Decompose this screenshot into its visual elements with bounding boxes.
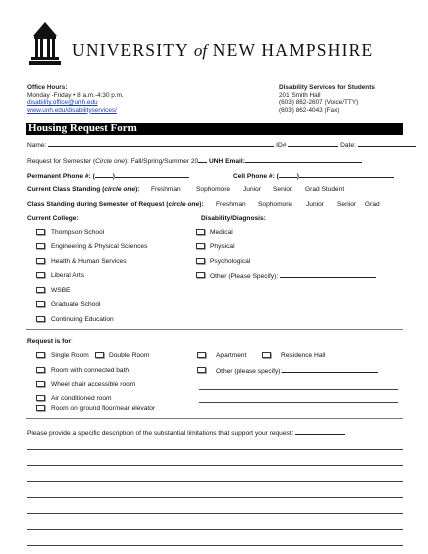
unh-email-field[interactable] [245, 157, 362, 163]
college-checkbox-health[interactable] [36, 258, 45, 264]
class-request-junior[interactable]: Junior [306, 201, 324, 208]
class-standing-sophomore[interactable]: Sophomore [196, 186, 231, 193]
college-checkbox-thompson[interactable] [36, 229, 45, 235]
diagnosis-other-field[interactable] [280, 272, 376, 278]
class-standing-close: ): [135, 186, 140, 193]
request-label-text: Request is for [27, 338, 71, 345]
request-checkbox-residence-hall[interactable] [262, 352, 271, 358]
department-info-block [279, 84, 375, 114]
description-line-4[interactable] [27, 497, 403, 498]
department-name: Disability Services for Students [279, 84, 375, 91]
permanent-phone-field[interactable] [115, 172, 189, 178]
university-name: UNIVERSITY of NEW HAMPSHIRE [72, 40, 374, 60]
request-label [27, 338, 73, 345]
request-label-single-room: Single Room [51, 352, 89, 359]
request-checkbox-double-room[interactable] [95, 352, 104, 358]
permanent-phone-label: Permanent Phone #: ( [27, 173, 95, 180]
college-checkbox-liberal-arts[interactable] [36, 272, 45, 278]
description-line-6[interactable] [27, 529, 403, 530]
diagnosis-other-text: Other (Please Specify): [210, 273, 279, 280]
current-college-label: Current College: [27, 215, 79, 222]
form-title: Housing Request Form [28, 122, 137, 134]
request-checkbox-ground-floor[interactable] [36, 405, 45, 411]
college-checkbox-graduate[interactable] [36, 301, 45, 307]
request-label-double-room: Double Room [109, 352, 150, 359]
class-request-freshman[interactable]: Freshman [216, 201, 246, 208]
section-divider [26, 329, 403, 330]
description-line-5[interactable] [27, 513, 403, 514]
class-request-grad[interactable]: Grad [365, 201, 380, 208]
college-label-wsbe: WSBE [51, 287, 71, 294]
class-request-sophomore[interactable]: Sophomore [258, 201, 293, 208]
unh-logo-icon [29, 22, 61, 68]
request-label-residence-hall: Residence Hall [281, 352, 326, 359]
website-link[interactable]: www.unh.edu/disabilityservices/ [27, 106, 117, 114]
class-standing-grad-student[interactable]: Grad Student [305, 186, 345, 193]
request-label-wheelchair: Wheel chair accessible room [51, 381, 136, 388]
request-label-air-conditioned: Air conditioned room [51, 395, 112, 402]
description-first-field[interactable] [295, 429, 345, 435]
name-field[interactable] [48, 141, 274, 147]
class-request-row: Class Standing during Semester of Request (circle one): [27, 201, 204, 208]
description-prompt-row [27, 429, 345, 437]
college-label-engineering: Engineering & Physical Sciences [51, 243, 148, 250]
description-prompt: Please provide a specific description of the substantial limitations that support your request: [27, 430, 294, 437]
diagnosis-checkbox-other[interactable] [196, 272, 205, 278]
diagnosis-label-psychological: Psychological [210, 258, 251, 265]
request-checkbox-air-conditioned[interactable] [36, 395, 45, 401]
request-label-other [216, 367, 378, 375]
request-checkbox-other[interactable] [197, 367, 206, 373]
request-label-connected-bath: Room with connected bath [51, 367, 130, 374]
diagnosis-checkbox-physical[interactable] [196, 243, 205, 249]
class-request-label: Class Standing during Semester of Request ( [27, 201, 169, 208]
class-standing-junior[interactable]: Junior [243, 186, 261, 193]
semester-row: Request for Semester (Circle one): Fall/Spring/Summer 20 UNH Email: [27, 157, 362, 165]
semester-year-field[interactable] [198, 157, 207, 163]
class-standing-senior[interactable]: Senior [273, 186, 293, 193]
request-label-colon: : [70, 338, 73, 345]
cell-phone-label: Cell Phone #: ( [233, 173, 279, 180]
college-checkbox-wsbe[interactable] [36, 287, 45, 293]
request-checkbox-connected-bath[interactable] [36, 367, 45, 373]
office-hours-block [27, 84, 124, 114]
permanent-phone-area-field[interactable] [95, 172, 113, 178]
phone-fax: (603) 862-4043 (Fax) [279, 106, 340, 114]
unh-email-label: UNH Email: [209, 158, 245, 165]
office-hours-label: Office Hours: [27, 84, 68, 91]
circle-one-hint-request: circle one [168, 201, 200, 208]
circle-one-hint-lower: circle one [104, 186, 136, 193]
email-link[interactable]: disability.office@unh.edu [27, 99, 98, 107]
description-line-7[interactable] [27, 545, 403, 546]
request-checkbox-wheelchair[interactable] [36, 381, 45, 387]
id-field[interactable] [288, 141, 338, 147]
class-standing-row [27, 186, 140, 193]
phone-row: Permanent Phone #: ( ) [27, 172, 189, 180]
college-label-thompson: Thompson School [51, 229, 105, 236]
request-label-ground-floor: Room on ground floor/near elevator [51, 405, 156, 412]
college-label-liberal-arts: Liberal Arts [51, 272, 84, 279]
section-divider-2 [26, 418, 403, 419]
class-standing-label: Current Class Standing ( [27, 186, 105, 193]
circle-one-hint: Circle one [95, 158, 125, 165]
office-hours-value: Monday -Friday • 8 a.m.-4:30 p.m. [27, 91, 124, 99]
request-other-text: Other (please specify): [216, 368, 283, 375]
description-line-1[interactable] [27, 449, 403, 450]
request-checkbox-apartment[interactable] [197, 352, 206, 358]
college-label-continuing: Continuing Education [51, 316, 114, 323]
description-line-2[interactable] [27, 465, 403, 466]
college-checkbox-continuing[interactable] [36, 316, 45, 322]
name-label: Name: [27, 142, 47, 149]
diagnosis-label-medical: Medical [210, 229, 233, 236]
name-row [27, 141, 416, 149]
diagnosis-checkbox-medical[interactable] [196, 229, 205, 235]
date-field[interactable] [358, 141, 416, 147]
semester-options: ): Fall/Spring/Summer 20 [124, 158, 199, 165]
date-label: Date: [340, 142, 356, 149]
cell-phone-field[interactable] [299, 172, 394, 178]
college-label-graduate: Graduate School [51, 301, 101, 308]
phone-voice: (603) 862-2607 (Voice/TTY) [279, 99, 359, 107]
diagnosis-label-other [210, 272, 376, 280]
form-title-bar [26, 123, 403, 135]
request-extra-line-2[interactable] [199, 402, 398, 403]
diagnosis-label-physical: Physical [210, 243, 235, 250]
college-checkbox-engineering[interactable] [36, 243, 45, 249]
department-address: 201 Smith Hall [279, 91, 321, 99]
class-request-senior[interactable]: Senior [337, 201, 357, 208]
semester-label: Request for Semester [27, 158, 92, 165]
cell-phone-area-field[interactable] [279, 172, 297, 178]
class-standing-freshman[interactable]: Freshman [151, 186, 181, 193]
description-line-3[interactable] [27, 481, 403, 482]
disability-diagnosis-label: Disability/Diagnosis: [201, 215, 266, 222]
request-checkbox-single-room[interactable] [36, 352, 45, 358]
id-label: ID# [276, 142, 287, 149]
request-extra-line-1[interactable] [199, 389, 398, 390]
request-label-apartment: Apartment [216, 352, 247, 359]
college-label-health: Health & Human Services [51, 258, 127, 265]
diagnosis-checkbox-psychological[interactable] [196, 258, 205, 264]
request-other-field[interactable] [282, 367, 378, 373]
cell-phone-row: Cell Phone #: ( ) [233, 172, 394, 180]
